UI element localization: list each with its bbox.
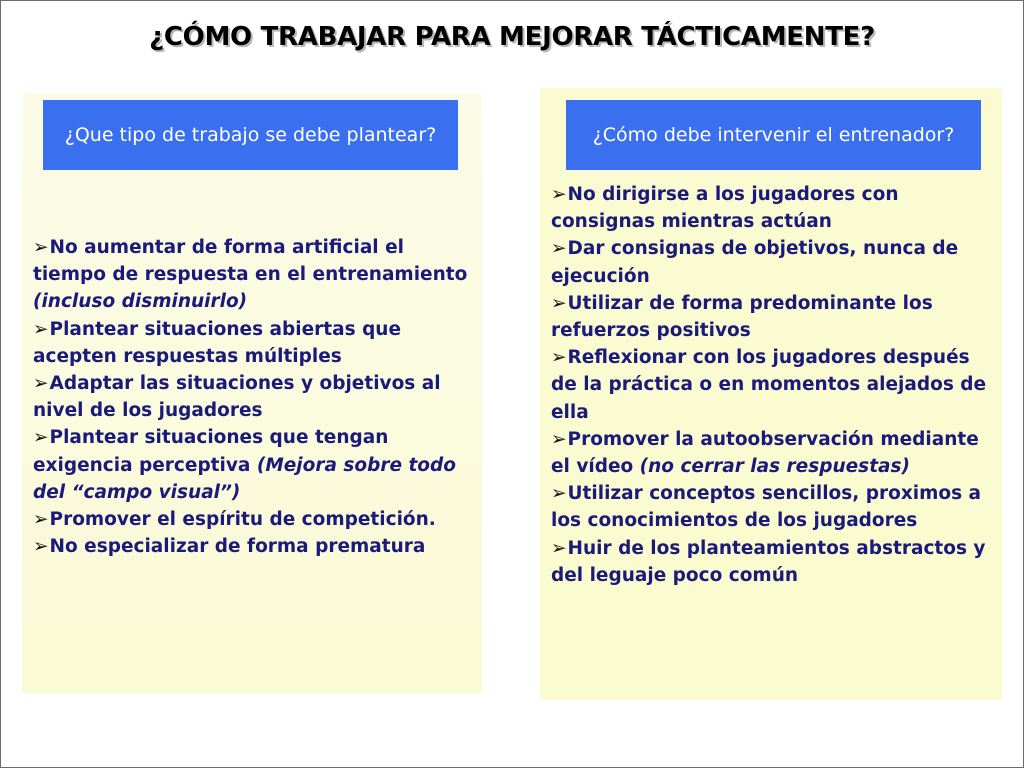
arrow-bullet-icon: ➢ <box>33 536 49 558</box>
list-item <box>33 506 479 533</box>
list-item <box>33 316 479 370</box>
arrow-bullet-icon: ➢ <box>551 184 567 205</box>
item-note: (no cerrar las respuestas) <box>639 456 910 478</box>
arrow-bullet-icon: ➢ <box>551 238 567 260</box>
arrow-bullet-icon: ➢ <box>33 373 49 395</box>
list-item <box>551 344 999 426</box>
arrow-bullet-icon: ➢ <box>33 427 49 449</box>
list-item <box>551 290 999 344</box>
arrow-bullet-icon: ➢ <box>551 483 567 505</box>
list-item <box>551 426 999 480</box>
item-text: Utilizar de forma predominante los refuerzos positivos <box>551 292 933 342</box>
arrow-bullet-icon: ➢ <box>33 318 49 340</box>
arrow-bullet-icon: ➢ <box>551 347 567 369</box>
arrow-bullet-icon: ➢ <box>551 292 567 314</box>
left-bullet-list <box>33 234 479 560</box>
item-text: Plantear situaciones que tengan exigencia perceptiva <box>33 427 389 476</box>
item-text: No dirigirse a los jugadores con consignas mientras actúan <box>551 184 899 233</box>
list-item <box>551 535 999 589</box>
list-item <box>551 235 999 289</box>
right-panel-header <box>566 100 981 170</box>
item-text: No aumentar de forma artificial el tiempo de respuesta en el entrenamiento <box>33 237 468 286</box>
left-header-text: ¿Que tipo de trabajo se debe plantear? <box>64 123 437 146</box>
list-item <box>551 181 999 235</box>
item-text: Utilizar conceptos sencillos, proximos a los conocimientos de los jugadores <box>551 483 982 532</box>
item-text: Huir de los planteamientos abstractos y del leguaje poco común <box>551 537 986 586</box>
item-text: Dar consignas de objetivos, nunca de ejecución <box>551 238 959 287</box>
item-text: Promover la autoobservación mediante el vídeo <box>551 428 979 478</box>
item-text: No especializar de forma prematura <box>49 536 426 558</box>
list-item <box>33 370 479 424</box>
list-item <box>33 424 479 506</box>
item-text: Reflexionar con los jugadores después de la práctica o en momentos alejados de ella <box>551 347 987 423</box>
arrow-bullet-icon: ➢ <box>551 428 567 450</box>
slide-title: ¿CÓMO TRABAJAR PARA MEJORAR TÁCTICAMENTE? <box>149 22 875 52</box>
left-panel-header <box>43 100 458 170</box>
item-note: (Mejora sobre todo del “campo visual”) <box>33 454 456 503</box>
item-note: (incluso disminuirlo) <box>33 291 248 313</box>
item-text: Adaptar las situaciones y objetivos al nivel de los jugadores <box>33 373 441 422</box>
right-bullet-list <box>551 181 999 589</box>
list-item <box>551 480 999 534</box>
arrow-bullet-icon: ➢ <box>33 509 49 531</box>
list-item <box>33 533 479 560</box>
item-text: Promover el espíritu de competición. <box>49 509 436 531</box>
item-text: Plantear situaciones abiertas que acepten respuestas múltiples <box>33 318 402 367</box>
arrow-bullet-icon: ➢ <box>551 537 567 559</box>
right-header-text: ¿Cómo debe intervenir el entrenador? <box>592 123 955 146</box>
arrow-bullet-icon: ➢ <box>33 237 49 258</box>
list-item <box>33 234 479 316</box>
